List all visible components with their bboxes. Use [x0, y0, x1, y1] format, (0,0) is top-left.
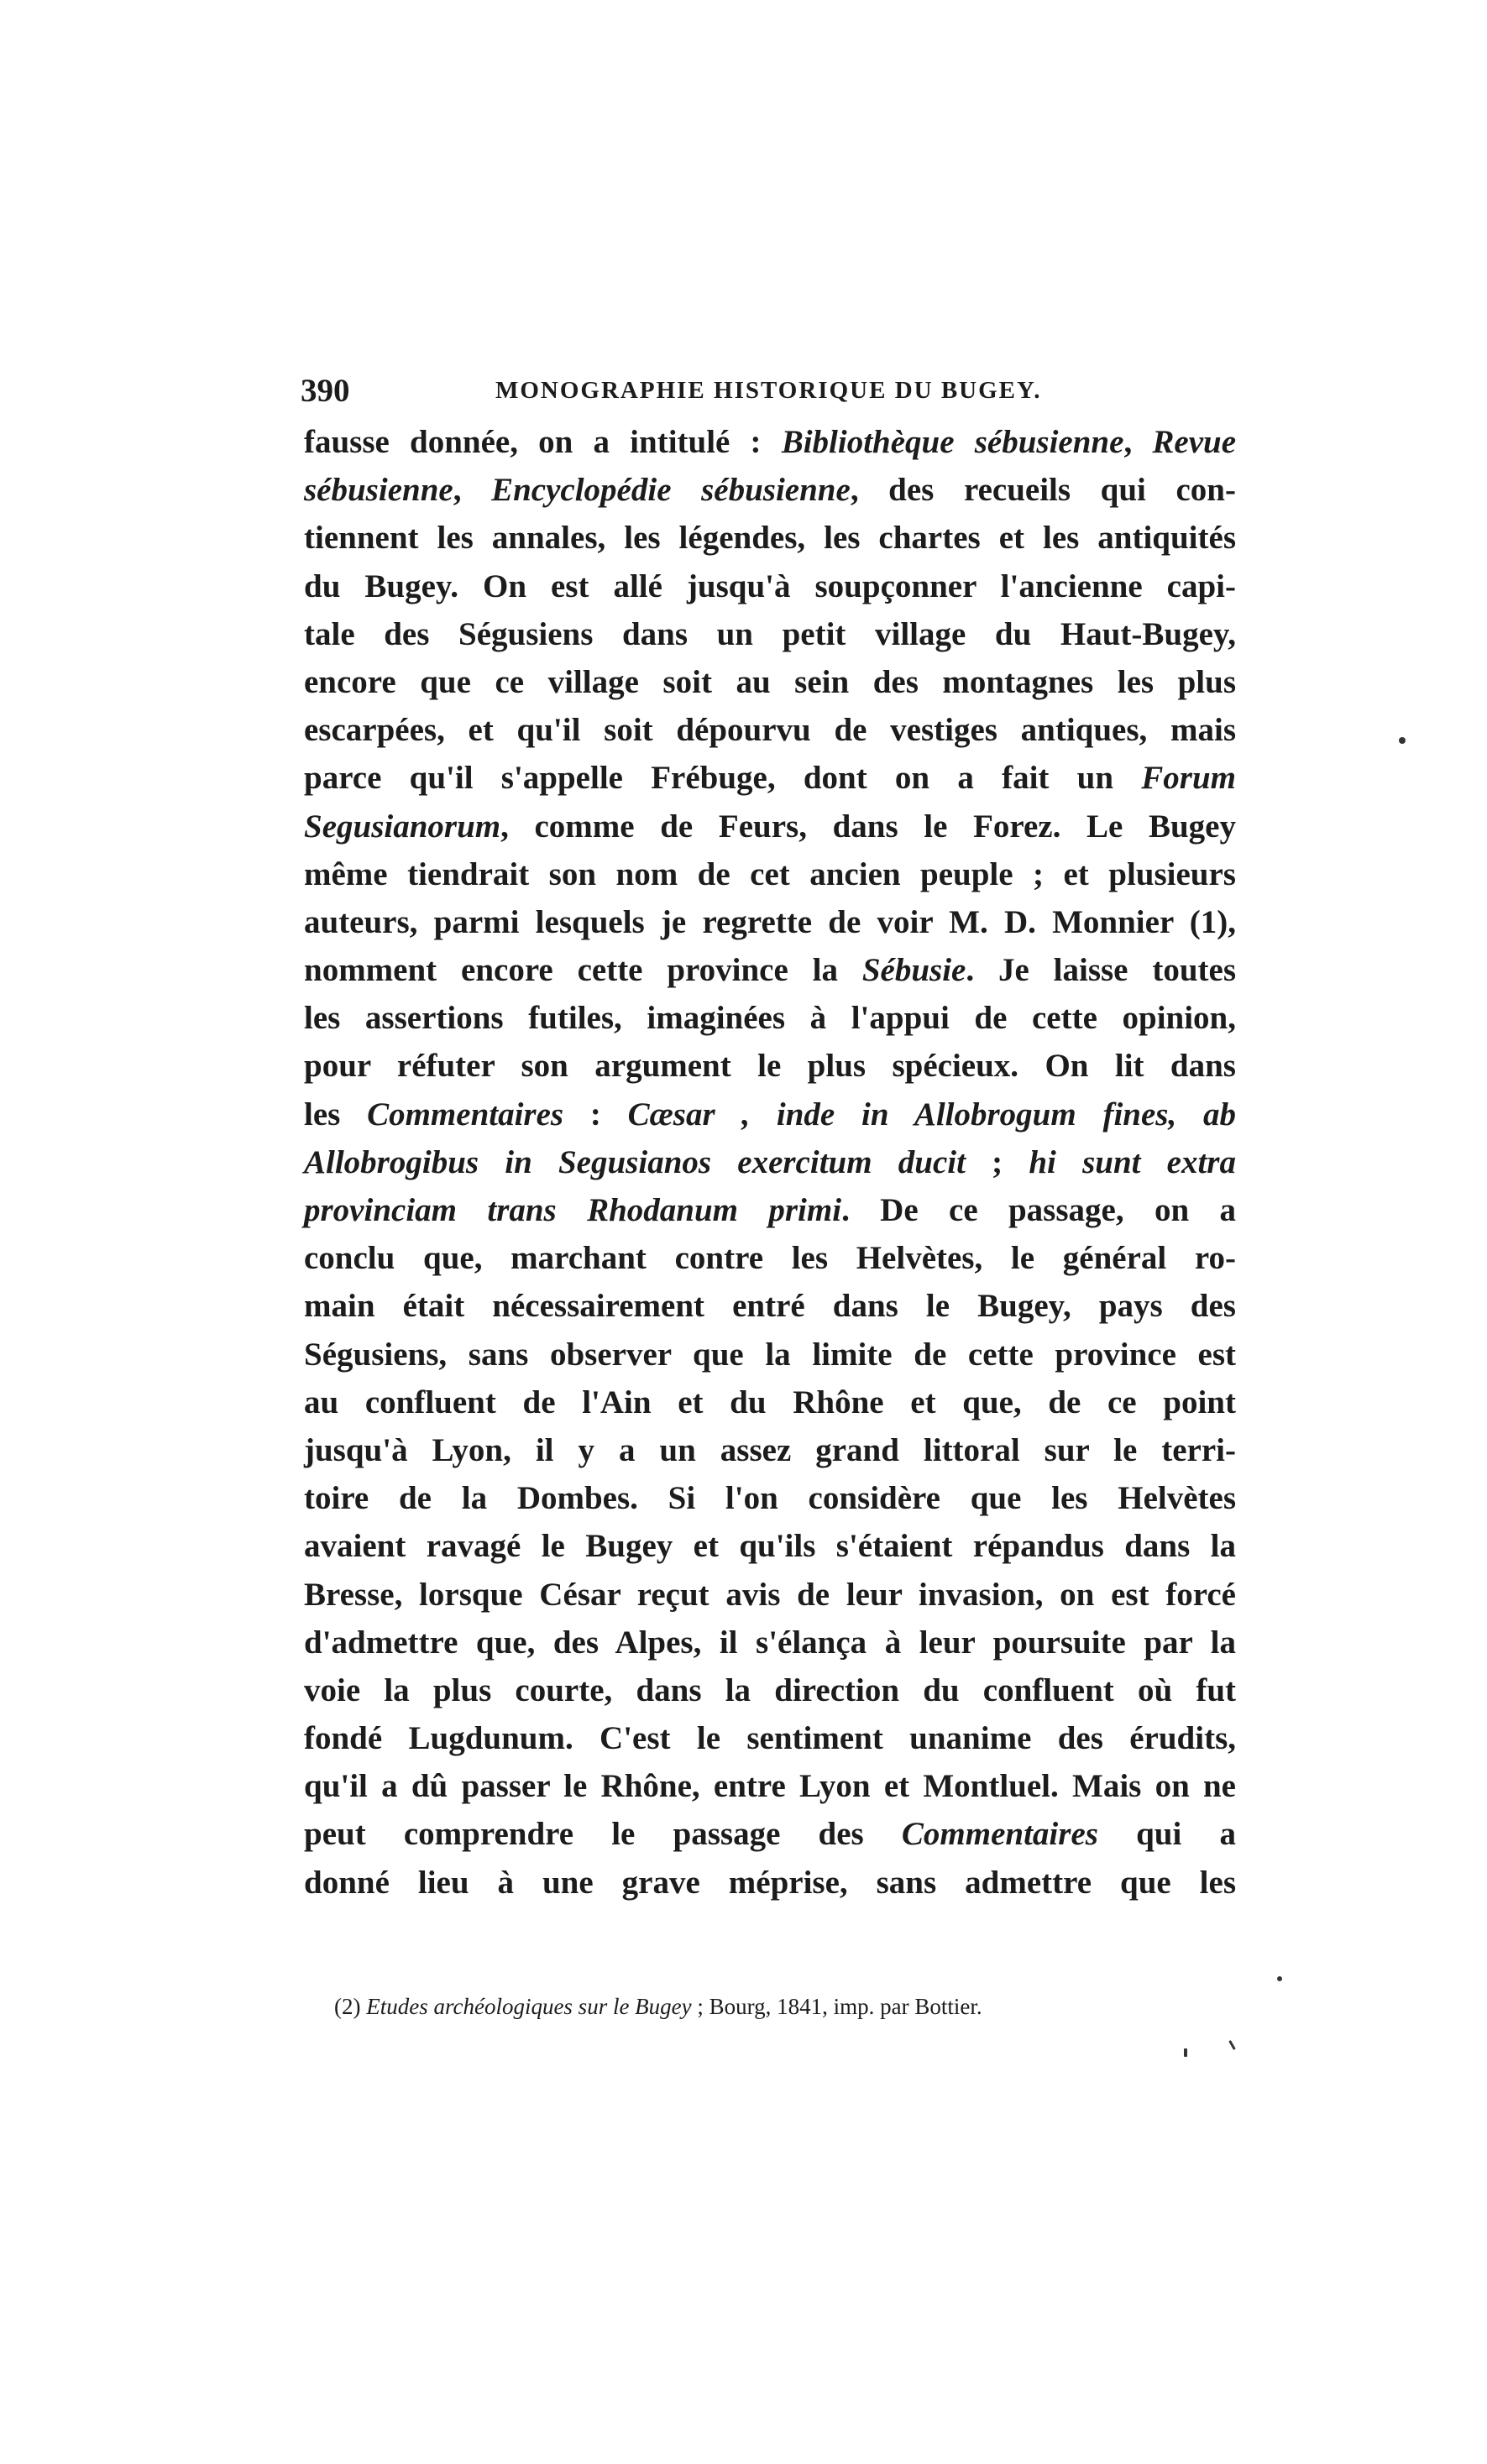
text-line [304, 898, 1236, 946]
italic-text: Cæsar , inde in Allobrogum fines, ab [627, 1096, 1236, 1133]
italic-text: Sébusie [861, 952, 966, 989]
text-run: encore que ce village soit au sein des montagnes les plus [304, 663, 1236, 700]
text-run: les [304, 1096, 368, 1133]
text-run: pour réfuter son argument le plus spécieux. On lit dans [304, 1048, 1236, 1085]
text-line [304, 803, 1236, 850]
text-run: auteurs, parmi lesquels je regrette de voir M. D. Monnier (1), [304, 903, 1236, 940]
text-run: fondé Lugdunum. C'est le sentiment unanime des érudits, [304, 1720, 1236, 1757]
italic-text: Commentaires [367, 1096, 564, 1133]
italic-text: Allobrogibus in Segusianos exercitum ducit [304, 1143, 966, 1180]
text-line [304, 1091, 1236, 1138]
scan-speck [1399, 737, 1406, 744]
text-line [304, 514, 1236, 562]
text-run: Bresse, lorsque César reçut avis de leur invasion, on est forcé [304, 1576, 1236, 1613]
text-run: Ségusiens, sans observer que la limite de cette province est [304, 1336, 1236, 1373]
footnote [334, 1994, 1199, 2020]
text-line [304, 994, 1236, 1042]
text-line [304, 1426, 1236, 1474]
text-line [304, 946, 1236, 994]
italic-text: Segusianorum [304, 808, 501, 845]
text-run: les assertions futiles, imaginées à l'appui de cette opinion, [304, 1000, 1236, 1037]
text-run: escarpées, et qu'il soit dépourvu de vestiges antiques, mais [304, 712, 1236, 749]
text-run: (2) [334, 1994, 367, 2019]
italic-text: sébusienne [304, 472, 453, 509]
text-line [304, 1859, 1236, 1907]
text-run: , comme de Feurs, dans le Forez. Le Bugey [500, 808, 1236, 845]
text-run: qu'il a dû passer le Rhône, entre Lyon et Montluel. Mais on ne [304, 1768, 1236, 1805]
text-run: toire de la Dombes. Si l'on considère que les Helvètes [304, 1480, 1236, 1517]
text-line [304, 1138, 1236, 1186]
text-line [304, 1666, 1236, 1714]
scan-speck [1228, 2040, 1236, 2050]
text-line [304, 1810, 1236, 1858]
text-line [304, 610, 1236, 658]
text-run: même tiendrait son nom de cet ancien peuple ; et plusieurs [304, 855, 1236, 892]
italic-text: Etudes archéologiques sur le Bugey [366, 1994, 692, 2019]
text-line [304, 1186, 1236, 1234]
text-run: . De ce passage, on a [841, 1192, 1236, 1228]
text-run: : [563, 1096, 628, 1133]
text-line [304, 1234, 1236, 1282]
text-run: parce qu'il s'appelle Frébuge, dont on a fait un [304, 760, 1142, 797]
text-run: avaient ravagé le Bugey et qu'ils s'étaient répandus dans la [304, 1528, 1236, 1565]
text-line [304, 1331, 1236, 1378]
text-run: d'admettre que, des Alpes, il s'élança à leur poursuite par la [304, 1624, 1236, 1661]
text-line [304, 1474, 1236, 1522]
page-header [301, 372, 1090, 414]
italic-text: Forum [1141, 760, 1236, 797]
text-run: nomment encore cette province la [304, 952, 862, 989]
text-line [304, 1571, 1236, 1619]
text-run: qui a [1097, 1816, 1236, 1853]
text-run: ; [965, 1143, 1029, 1180]
text-line [304, 1282, 1236, 1330]
page-number: 390 [301, 373, 350, 409]
body-text [304, 418, 1236, 1907]
italic-text: Encyclopédie sébusienne [491, 472, 851, 509]
text-line [304, 1714, 1236, 1762]
text-line [304, 1762, 1236, 1810]
text-run: voie la plus courte, dans la direction du confluent où fut [304, 1671, 1236, 1708]
text-line [304, 466, 1236, 514]
text-run: , [453, 472, 492, 509]
text-run: tale des Ségusiens dans un petit village du Haut-Bugey, [304, 615, 1236, 652]
text-line [304, 658, 1236, 706]
text-run: , des recueils qui con- [850, 472, 1236, 509]
text-run: , [1123, 424, 1153, 460]
text-run: peut comprendre le passage des [304, 1816, 902, 1853]
text-run: ; Bourg, 1841, imp. par Bottier. [691, 1994, 982, 2019]
text-line [304, 1619, 1236, 1666]
italic-text: Revue [1152, 424, 1237, 460]
text-run: main était nécessairement entré dans le Bugey, pays des [304, 1288, 1236, 1325]
text-run: tiennent les annales, les légendes, les chartes et les antiquités [304, 520, 1236, 557]
text-run: donné lieu à une grave méprise, sans admettre que les [304, 1864, 1236, 1901]
italic-text: Commentaires [901, 1816, 1098, 1853]
text-run: jusqu'à Lyon, il y a un assez grand littoral sur le terri- [304, 1431, 1236, 1468]
text-run: fausse donnée, on a intitulé : [304, 424, 782, 460]
text-line [304, 1042, 1236, 1090]
running-title: MONOGRAPHIE HISTORIQUE DU BUGEY. [495, 377, 1042, 404]
text-line [304, 1378, 1236, 1426]
text-line [304, 1522, 1236, 1570]
text-line [304, 754, 1236, 802]
text-run: au confluent de l'Ain et du Rhône et que, de ce point [304, 1384, 1236, 1420]
text-run: du Bugey. On est allé jusqu'à soupçonner l'ancienne capi- [304, 568, 1236, 604]
text-run: conclu que, marchant contre les Helvètes, le général ro- [304, 1240, 1236, 1277]
scan-speck [1277, 1976, 1282, 1981]
scan-speck [1184, 2048, 1187, 2057]
italic-text: hi sunt extra [1029, 1143, 1236, 1180]
text-run: . Je laisse toutes [966, 952, 1236, 989]
text-line [304, 418, 1236, 466]
italic-text: Bibliothèque sébusienne [781, 424, 1124, 460]
text-line [304, 850, 1236, 898]
text-line [304, 562, 1236, 610]
text-line [304, 706, 1236, 754]
italic-text: provinciam trans Rhodanum primi [304, 1192, 842, 1228]
